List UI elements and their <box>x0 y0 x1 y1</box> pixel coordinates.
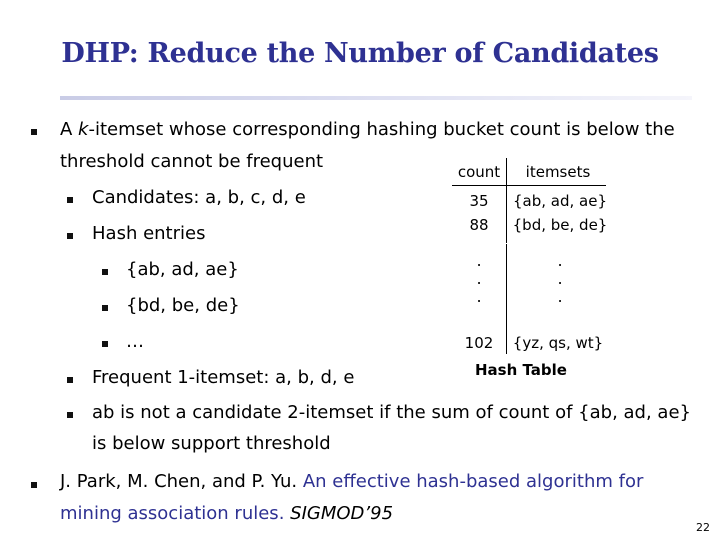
reference-venue: SIGMOD’95 <box>290 503 394 524</box>
reference-title-2: mining association rules. <box>60 503 285 524</box>
bullet-marker <box>102 305 108 311</box>
sub-bullet-ab-line-2: is below support threshold <box>92 433 331 454</box>
ellipsis-dot: . <box>557 287 563 306</box>
sub-bullet-hash-entries: Hash entries <box>92 223 206 244</box>
row-count: 35 <box>469 192 489 210</box>
reference-line-2 <box>60 503 393 525</box>
row-count: 102 <box>464 334 494 352</box>
bullet-marker <box>67 412 73 418</box>
table-column-divider <box>506 158 507 354</box>
hash-table-caption: Hash Table <box>475 361 567 379</box>
row-count: 88 <box>469 216 489 234</box>
k-variable: k <box>78 119 89 140</box>
reference-authors: J. Park, M. Chen, and P. Yu. <box>60 471 298 492</box>
sub-bullet-frequent: Frequent 1-itemset: a, b, d, e <box>92 367 355 388</box>
page-number: 22 <box>696 521 710 534</box>
hash-entry: {ab, ad, ae} <box>126 259 239 280</box>
hash-entry: … <box>126 331 144 352</box>
bullet-marker <box>31 129 37 135</box>
ellipsis-dot: . <box>476 287 482 306</box>
title-underline <box>60 96 692 100</box>
bullet-marker <box>102 269 108 275</box>
sub-bullet-candidates: Candidates: a, b, c, d, e <box>92 187 306 208</box>
ellipsis-dot: . <box>476 269 482 288</box>
bullet-marker <box>67 197 73 203</box>
ellipsis-dot: . <box>557 251 563 270</box>
slide-title: DHP: Reduce the Number of Candidates <box>61 38 659 69</box>
sub-bullet-ab-line-1: ab is not a candidate 2-itemset if the sum of count of {ab, ad, ae} <box>92 402 691 423</box>
bullet-1-line-1: A k-itemset whose corresponding hashing bucket count is below the <box>60 119 675 140</box>
bullet-1-line-2: threshold cannot be frequent <box>60 151 324 172</box>
bullet-marker <box>31 482 37 488</box>
table-header-rule <box>452 185 606 186</box>
row-itemsets: {yz, qs, wt} <box>512 334 604 352</box>
ellipsis-dot: . <box>557 269 563 288</box>
bullet-marker <box>67 377 73 383</box>
bullet-marker <box>67 233 73 239</box>
reference-title-1: An effective hash-based algorithm for <box>297 471 644 492</box>
hash-entry: {bd, be, de} <box>126 295 240 316</box>
header-count: count <box>457 163 501 181</box>
table-gap-rule <box>452 243 606 244</box>
bullet-marker <box>102 341 108 347</box>
ellipsis-dot: . <box>476 251 482 270</box>
reference-line-1 <box>60 471 643 493</box>
header-itemsets: itemsets <box>525 163 591 181</box>
row-itemsets: {bd, be, de} <box>512 216 608 234</box>
row-itemsets: {ab, ad, ae} <box>512 192 607 210</box>
